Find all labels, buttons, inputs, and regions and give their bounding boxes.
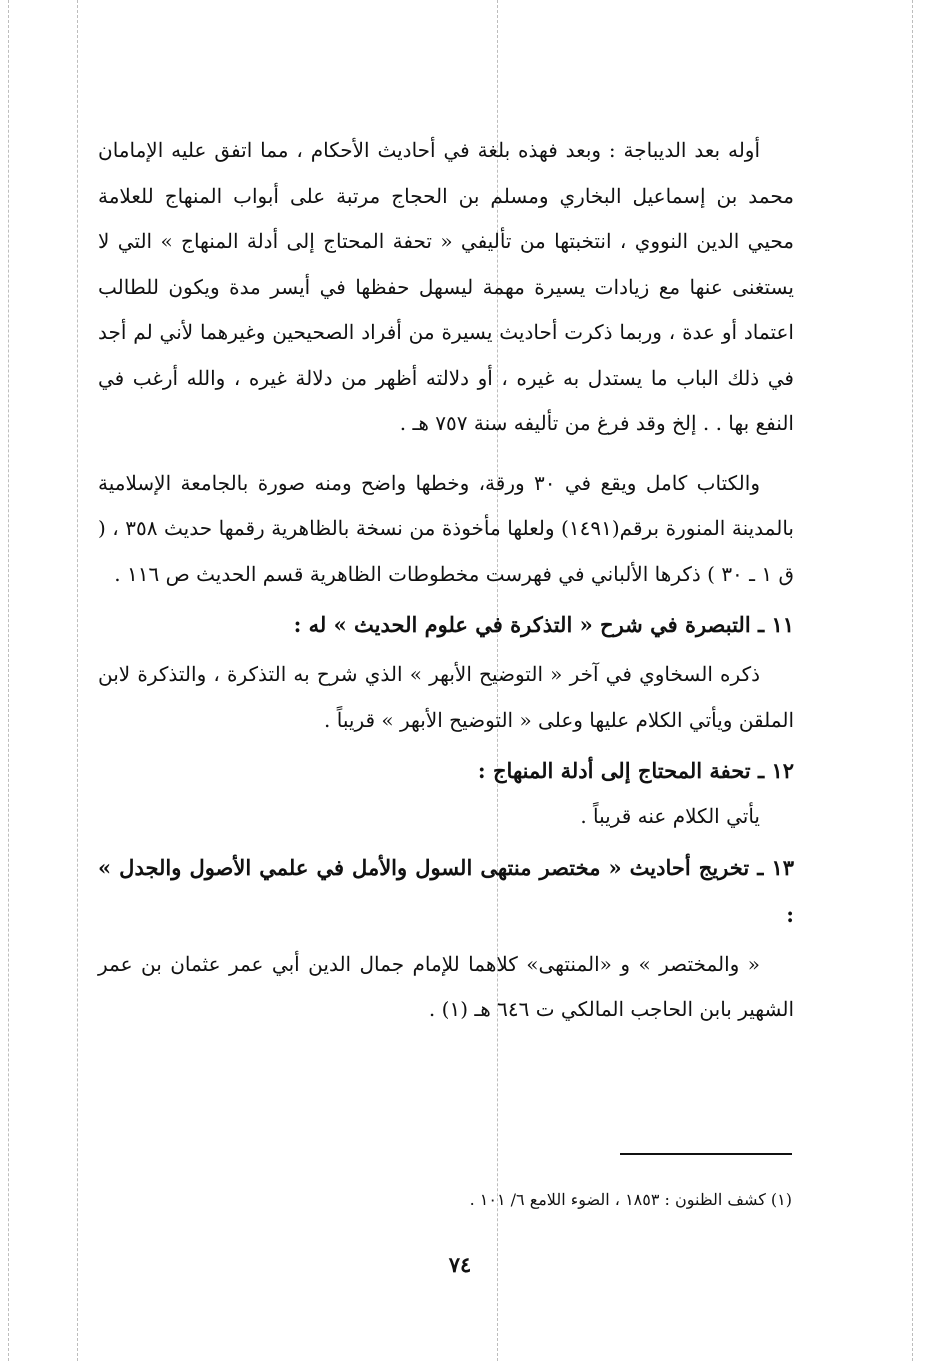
page-number: ٧٤: [448, 1252, 472, 1277]
footnote: (١) كشف الظنون : ١٨٥٣ ، الضوء اللامع ٦/ ١٠١ .: [469, 1190, 792, 1209]
section-body-12: يأتي الكلام عنه قريباً .: [580, 804, 760, 828]
section-heading-13: ١٣ ـ تخريج أحاديث « مختصر منتهى السول والأمل في علمي الأصول والجدل » :: [98, 854, 794, 927]
footnote-divider: [620, 1153, 792, 1155]
section-heading-12: ١٢ ـ تحفة المحتاج إلى أدلة المنهاج :: [477, 758, 794, 783]
scan-margin-line: [912, 0, 913, 1361]
section-body-11: ذكره السخاوي في آخر « التوضيح الأبهر » الذي شرح به التذكرة ، والتذكرة لابن الملقن ويأتي الكلام عليها وعلى « التوضيح الأبهر » قريباً .: [98, 662, 794, 732]
intro-paragraph: أوله بعد الديباجة : وبعد فهذه بلغة في أحاديث الأحكام ، مما اتفق عليه الإمامان محمد بن إسماعيل البخاري ومسلم بن الحجاج مرتبة على أبواب المنهاج للعلامة محيي الدين النووي ، انتخبتها من تأليفي « تحفة المحتاج إلى أدلة المنهاج » التي لا يستغنى عنها مع زيادات يسيرة مهمة ليسهل حفظها في أيسر مدة ويكون للطالب اعتماد أو عدة ، وربما ذكرت أحاديث يسيرة من أفراد الصحيحين وغيرهما لأني لم أجد في ذلك الباب ما يستدل به غيره ، أو دلالته أظهر من دلالة غيره ، والله أرغب في النفع بها . . إلخ وقد فرغ من تأليفه سنة ٧٥٧ هـ .: [98, 138, 794, 435]
manuscript-paragraph: والكتاب كامل ويقع في ٣٠ ورقة، وخطها واضح ومنه صورة بالجامعة الإسلامية بالمدينة المنورة برقم(١٤٩١) ولعلها مأخوذة من نسخة بالظاهرية رقمها حديث ٣٥٨ ، ( ق ١ ـ ٣٠ ) ذكرها الألباني في فهرست مخطوطات الظاهرية قسم الحديث ص ١١٦ .: [98, 470, 794, 586]
scan-margin-line: [8, 0, 9, 1361]
section-heading-11: ١١ ـ التبصرة في شرح « التذكرة في علوم الحديث » له :: [293, 612, 794, 637]
scan-margin-line: [77, 0, 78, 1361]
section-body-13: « والمختصر » و «المنتهى» كلاهما للإمام جمال الدين أبي عمر عثمان بن عمر الشهير بابن الحاجب المالكي ت ٦٤٦ هـ (١) .: [98, 951, 794, 1021]
main-text: [98, 128, 794, 1033]
